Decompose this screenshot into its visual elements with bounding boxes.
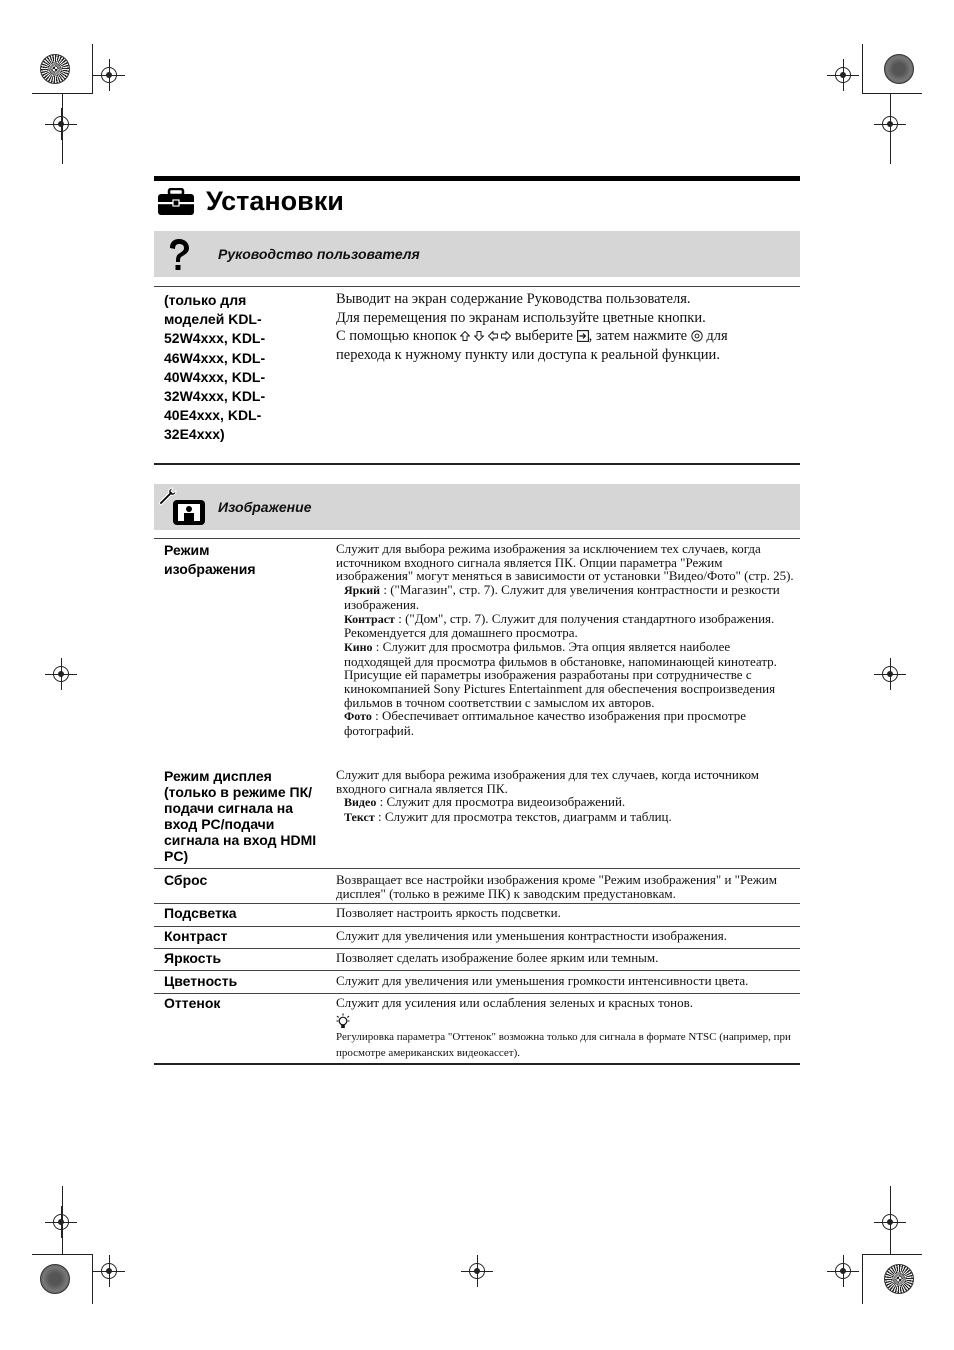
option-name: Фото [344, 709, 372, 724]
row-divider [154, 538, 800, 539]
row-label-backlight: Подсветка [164, 905, 237, 921]
crop-line [92, 44, 93, 94]
registration-mark-icon [101, 67, 117, 83]
registration-mark-icon [53, 116, 69, 132]
crop-line [62, 94, 63, 164]
row-divider [154, 286, 800, 287]
option-item [336, 709, 798, 737]
registration-mark-icon [101, 1263, 117, 1279]
section-title: Изображение [218, 499, 312, 515]
registration-mark-icon [53, 1214, 69, 1230]
option-item [336, 810, 798, 825]
row-description: Позволяет настроить яркость подсветки. [336, 905, 561, 920]
star-target-icon [884, 1264, 914, 1294]
option-text: : Служит для просмотра текстов, диаграмм и таблиц. [377, 809, 672, 825]
star-target-icon [40, 54, 70, 84]
option-name: Яркий [344, 583, 381, 598]
option-item [336, 640, 798, 710]
option-name: Видео [344, 795, 377, 810]
crop-line [62, 1186, 63, 1254]
option-item [336, 583, 798, 611]
description-line: Выводит на экран содержание Руководства пользователя. [336, 291, 691, 307]
option-name: Кино [344, 639, 373, 654]
registration-mark-icon [835, 67, 851, 83]
crop-line [862, 93, 922, 94]
row-description: Возвращает все настройки изображения кроме "Режим изображения" и "Режим дисплея" (только в режиме ПК) к заводским предустановкам. [336, 872, 777, 901]
row-divider [154, 970, 800, 971]
registration-mark-icon [469, 1263, 485, 1279]
section-end-rule [154, 1063, 800, 1065]
option-text: : Обеспечивает оптимальное качество изображения при просмотре фотографий. [344, 708, 746, 739]
page-title: Установки [206, 186, 344, 216]
option-item [336, 612, 798, 640]
description-intro: Служит для выбора режима изображения за исключением тех случаев, когда источником входного сигнала является ПК. Опции параметра "Режим изображения" могут меняться в зависимости от установки "Видео/Фото" (стр. 25). [336, 541, 794, 584]
registration-mark-icon [835, 1263, 851, 1279]
option-name: Текст [344, 810, 375, 825]
row-description: Служит для увеличения или уменьшения громкости интенсивности цвета. [336, 973, 749, 988]
option-text: : ("Магазин", стр. 7). Служит для увеличения контрастности и резкости изображения. [344, 582, 780, 612]
section-end-rule [154, 463, 800, 465]
option-text: : ("Дом", стр. 7). Служит для получения стандартного изображения. Рекомендуется для домашнего просмотра. [344, 610, 775, 641]
option-text: : Служит для просмотра видеоизображений. [379, 794, 626, 810]
description-line: С помощью кнопок выберите , затем нажмите для [336, 328, 728, 345]
row-label-picture-mode: Режим изображения [164, 542, 256, 578]
section-title: Руководство пользователя [218, 246, 420, 262]
crop-line [92, 1254, 93, 1304]
crop-line [862, 1254, 922, 1255]
option-name: Контраст [344, 611, 395, 626]
row-label-display-mode: Режим дисплея (только в режиме ПК/подачи сигнала на вход PC/подачи сигнала на вход HDMI PC) [164, 768, 317, 865]
crop-line [890, 94, 891, 164]
row-description [336, 996, 798, 1061]
row-label-brightness: Яркость [164, 950, 222, 966]
row-description [336, 290, 798, 364]
row-description [336, 542, 798, 738]
option-text: : Служит для просмотра фильмов. Эта опция является наиболее подходящей для просмотра фильмов в обстановке, напоминающей кинотеатр. Присущие ей параметры изображения разработаны при сотрудничестве с кинокомпанией Sony Pictures Entertainment для обеспечения воспроизведения фильмов в точном соответствии с замыслом их авторов. [344, 638, 777, 710]
row-description [336, 768, 798, 825]
row-label-reset: Сброс [164, 872, 208, 888]
crop-line [32, 1254, 92, 1255]
question-icon [166, 238, 192, 272]
hint-note: Регулировка параметра "Оттенок" возможна только для сигнала в формате NTSC (например, при просмотре американских видеокассет). [336, 1030, 791, 1059]
picture-settings-icon [156, 487, 208, 527]
row-description: Служит для увеличения или уменьшения контрастности изображения. [336, 928, 727, 943]
row-description: Позволяет сделать изображение более ярким или темным. [336, 950, 659, 965]
heading-rule [154, 176, 800, 181]
crop-line [890, 1186, 891, 1254]
hint-icon [336, 1013, 350, 1029]
crop-line [862, 44, 863, 94]
arrow-up-icon [460, 331, 470, 341]
star-target-icon [884, 54, 914, 84]
arrow-right-icon [501, 331, 511, 341]
crop-line [862, 1254, 863, 1304]
toolbox-icon [157, 188, 195, 216]
description-line: Для перемещения по экранам используйте цветные кнопки. [336, 309, 706, 326]
option-item [336, 795, 798, 810]
row-label-contrast: Контраст [164, 928, 228, 944]
star-target-icon [40, 1264, 70, 1294]
ok-button-icon [691, 330, 703, 342]
arrow-left-icon [488, 331, 498, 341]
row-label-hue: Оттенок [164, 995, 221, 1011]
enter-icon [577, 330, 589, 342]
registration-mark-icon [882, 666, 898, 682]
description-line: перехода к нужному пункту или доступа к реальной функции. [336, 346, 720, 363]
description-intro: Служит для выбора режима изображения для тех случаев, когда источником входного сигнала является ПК. [336, 767, 759, 796]
row-divider [154, 868, 800, 869]
row-label-color: Цветность [164, 973, 238, 989]
registration-mark-icon [53, 666, 69, 682]
row-label-user-guide: (только для моделей KDL-52W4xxx, KDL-46W4xxx, KDL-40W4xxx, KDL-32W4xxx, KDL-40E4xxx, KDL-32E4xxx) [164, 292, 266, 443]
arrow-down-icon [474, 331, 484, 341]
description-intro: Служит для усиления или ослабления зеленых и красных тонов. [336, 995, 693, 1010]
